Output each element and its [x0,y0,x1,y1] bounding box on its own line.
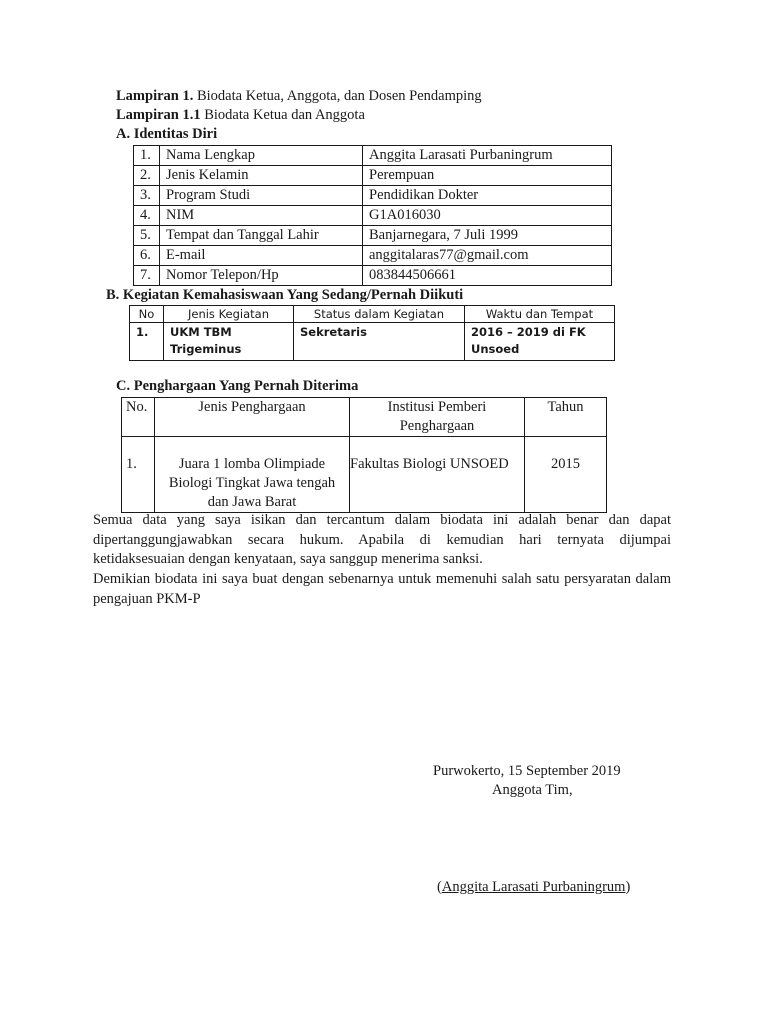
column-header: Tahun [525,398,607,437]
activity-table [129,305,615,361]
table-row [134,146,612,166]
row-number: 4. [134,206,160,226]
row-number: 3. [134,186,160,206]
table-row [134,206,612,226]
column-header: Waktu dan Tempat [465,306,615,323]
field-label: Nama Lengkap [160,146,363,166]
row-number: 5. [134,226,160,246]
row-number: 1. [122,437,155,513]
table-row [130,323,615,361]
table-row [134,166,612,186]
section-b-title: B. Kegiatan Kemahasiswaan Yang Sedang/Pernah Diikuti [106,287,464,303]
award-institution: Fakultas Biologi UNSOED [350,437,525,513]
signer-name: (Anggita Larasati Purbaningrum) [437,879,631,895]
activity-type: UKM TBM Trigeminus [164,323,294,361]
column-header: Jenis Kegiatan [164,306,294,323]
field-value: 083844506661 [363,266,612,286]
closing-paragraph: Demikian biodata ini saya buat dengan sebenarnya untuk memenuhi salah satu persyaratan dalam pengajuan PKM-P [93,571,671,607]
row-number: 6. [134,246,160,266]
signer-role: Anggota Tim, [492,782,573,798]
award-year: 2015 [525,437,607,513]
field-value: G1A016030 [363,206,612,226]
row-number: 1. [134,146,160,166]
column-header: Jenis Penghargaan [155,398,350,437]
column-header: Institusi Pemberi Penghargaan [350,398,525,437]
field-value: anggitalaras77@gmail.com [363,246,612,266]
field-label: Tempat dan Tanggal Lahir [160,226,363,246]
place-date: Purwokerto, 15 September 2019 [433,763,621,779]
table-row [122,437,607,513]
field-label: NIM [160,206,363,226]
section-a-title: A. Identitas Diri [116,126,218,142]
row-number: 1. [130,323,164,361]
field-value: Anggita Larasati Purbaningrum [363,146,612,166]
statement-paragraph: Semua data yang saya isikan dan tercantum dalam biodata ini adalah benar dan dapat dipertanggungjawabkan secara hukum. Apabila di kemudian hari ternyata dijumpai ketidaksesuaian dengan kenyataan, saya sanggup menerima sanksi. [93,512,671,567]
table-row [134,246,612,266]
lampiran-1-1-text: Biodata Ketua dan Anggota [204,107,365,123]
lampiran-1-label: Lampiran 1. [116,88,194,104]
field-label: Jenis Kelamin [160,166,363,186]
activity-time-place: 2016 – 2019 di FK Unsoed [465,323,615,361]
column-header: No [130,306,164,323]
column-header: Status dalam Kegiatan [294,306,465,323]
table-row [134,226,612,246]
activity-status: Sekretaris [294,323,465,361]
award-table [121,397,607,513]
row-number: 2. [134,166,160,186]
lampiran-1-text: Biodata Ketua, Anggota, dan Dosen Pendamping [196,88,482,104]
field-label: E-mail [160,246,363,266]
table-header-row [122,398,607,437]
field-label: Program Studi [160,186,363,206]
table-row [134,266,612,286]
field-value: Pendidikan Dokter [363,186,612,206]
lampiran-1-1-label: Lampiran 1.1 [116,107,201,123]
lampiran-1-1-heading [116,106,365,125]
field-value: Perempuan [363,166,612,186]
column-header: No. [122,398,155,437]
field-label: Nomor Telepon/Hp [160,266,363,286]
identity-table [133,145,612,286]
row-number: 7. [134,266,160,286]
field-value: Banjarnegara, 7 Juli 1999 [363,226,612,246]
table-header-row [130,306,615,323]
table-row [134,186,612,206]
section-c-title: C. Penghargaan Yang Pernah Diterima [116,378,359,394]
lampiran-1-heading [116,87,482,106]
award-type: Juara 1 lomba Olimpiade Biologi Tingkat Jawa tengah dan Jawa Barat [155,437,350,513]
